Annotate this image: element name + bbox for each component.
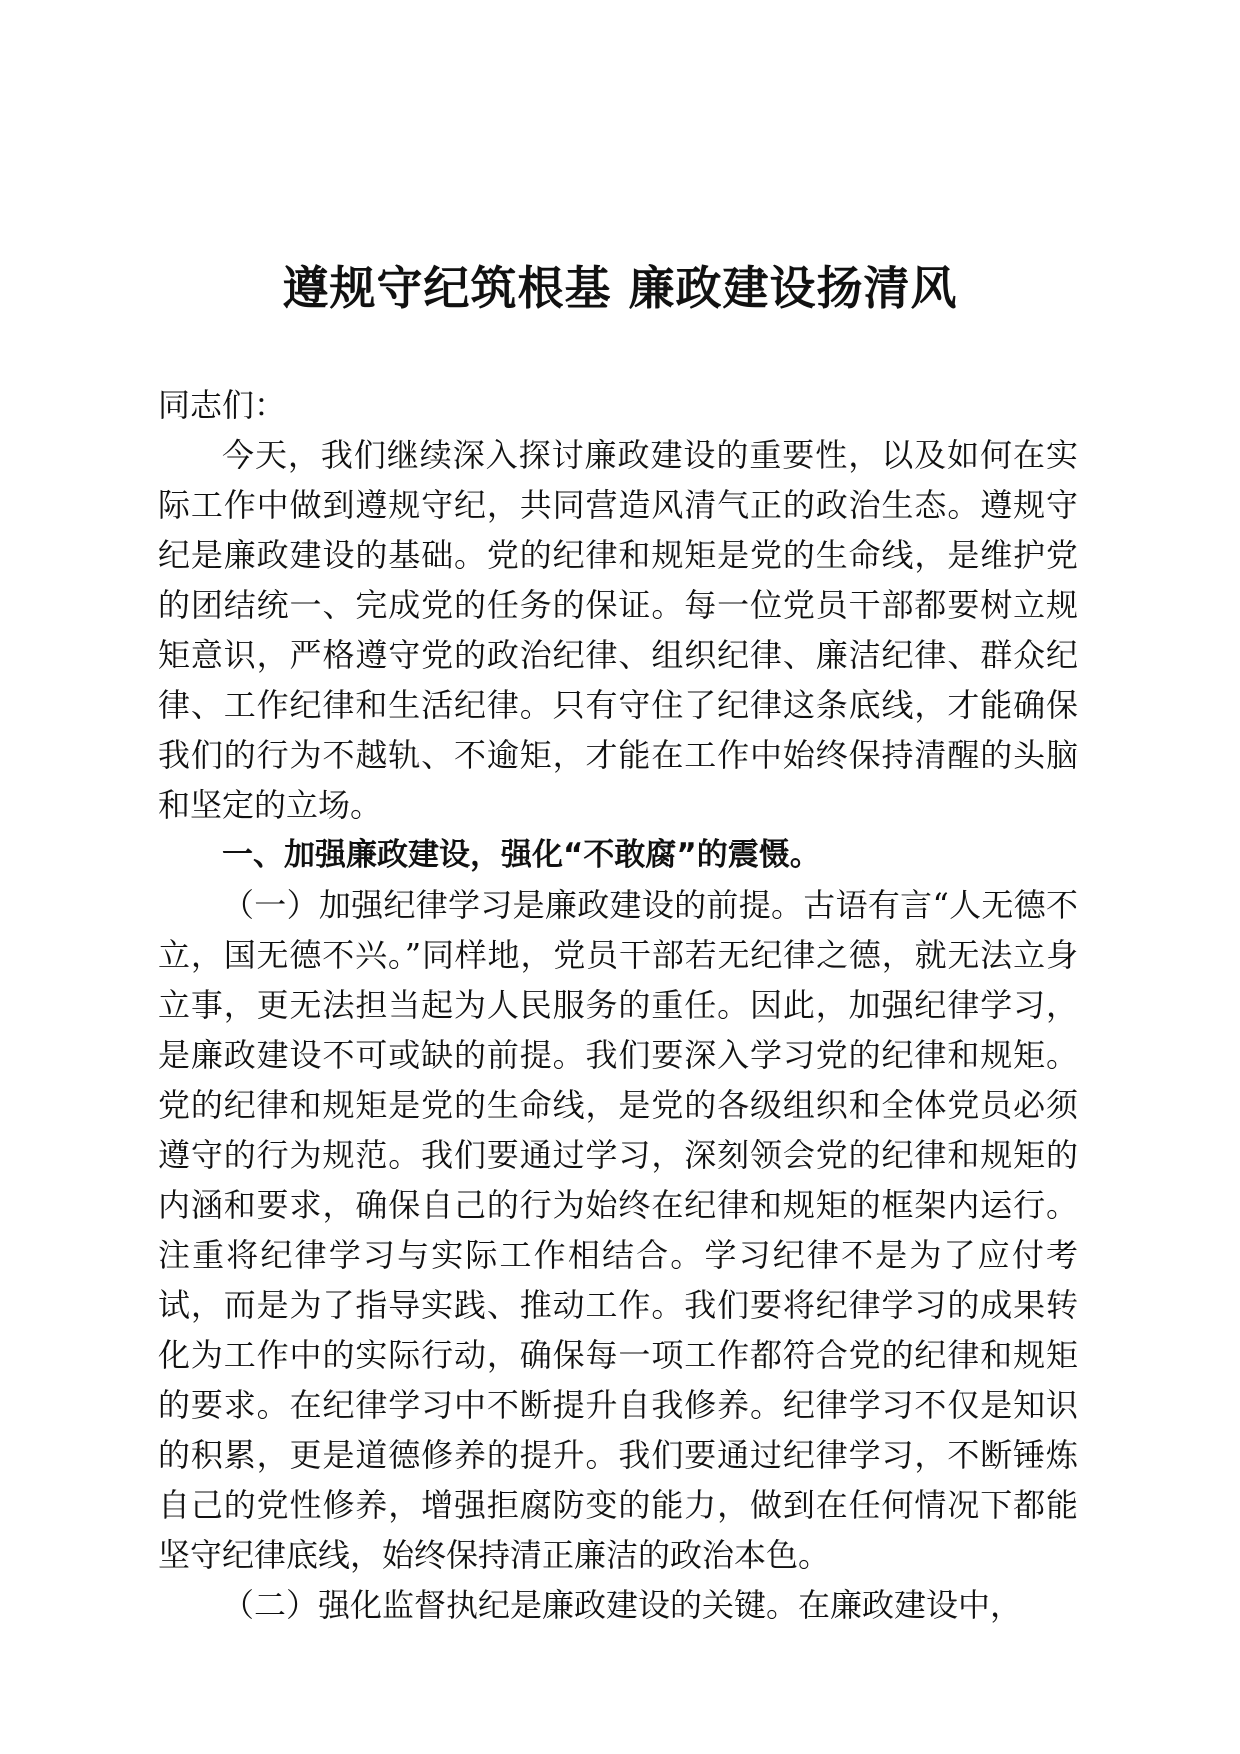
paragraph-subsection-1: （一）加强纪律学习是廉政建设的前提。古语有言“人无德不立，国无德不兴。”同样地，党员干部若无纪律之德，就无法立身立事，更无法担当起为人民服务的重任。因此，加强纪律学习，是廉政建设不可或缺的前提。我们要深入学习党的纪律和规矩。党的纪律和规矩是党的生命线，是党的各级组织和全体党员必须遵守的行为规范。我们要通过学习，深刻领会党的纪律和规矩的内涵和要求，确保自己的行为始终在纪律和规矩的框架内运行。注重将纪律学习与实际工作相结合。学习纪律不是为了应付考试，而是为了指导实践、推动工作。我们要将纪律学习的成果转化为工作中的实际行动，确保每一项工作都符合党的纪律和规矩的要求。在纪律学习中不断提升自我修养。纪律学习不仅是知识的积累，更是道德修养的提升。我们要通过纪律学习，不断锤炼自己的党性修养，增强拒腐防变的能力，做到在任何情况下都能坚守纪律底线，始终保持清正廉洁的政治本色。 [158,886,1078,1574]
salutation: 同志们： [158,386,287,424]
paragraph-subsection-2: （二）强化监督执纪是廉政建设的关键。在廉政建设中， [222,1586,1023,1624]
section-heading: 一、加强廉政建设，强化“不敢腐”的震慑。 [222,837,821,873]
document-body [158,380,1078,1630]
paragraph-intro: 今天，我们继续深入探讨廉政建设的重要性，以及如何在实际工作中做到遵规守纪，共同营造风清气正的政治生态。遵规守纪是廉政建设的基础。党的纪律和规矩是党的生命线，是维护党的团结统一、完成党的任务的保证。每一位党员干部都要树立规矩意识，严格遵守党的政治纪律、组织纪律、廉洁纪律、群众纪律、工作纪律和生活纪律。只有守住了纪律这条底线，才能确保我们的行为不越轨、不逾矩，才能在工作中始终保持清醒的头脑和坚定的立场。 [158,436,1078,824]
document-title: 遵规守纪筑根基 廉政建设扬清风 [282,261,958,315]
